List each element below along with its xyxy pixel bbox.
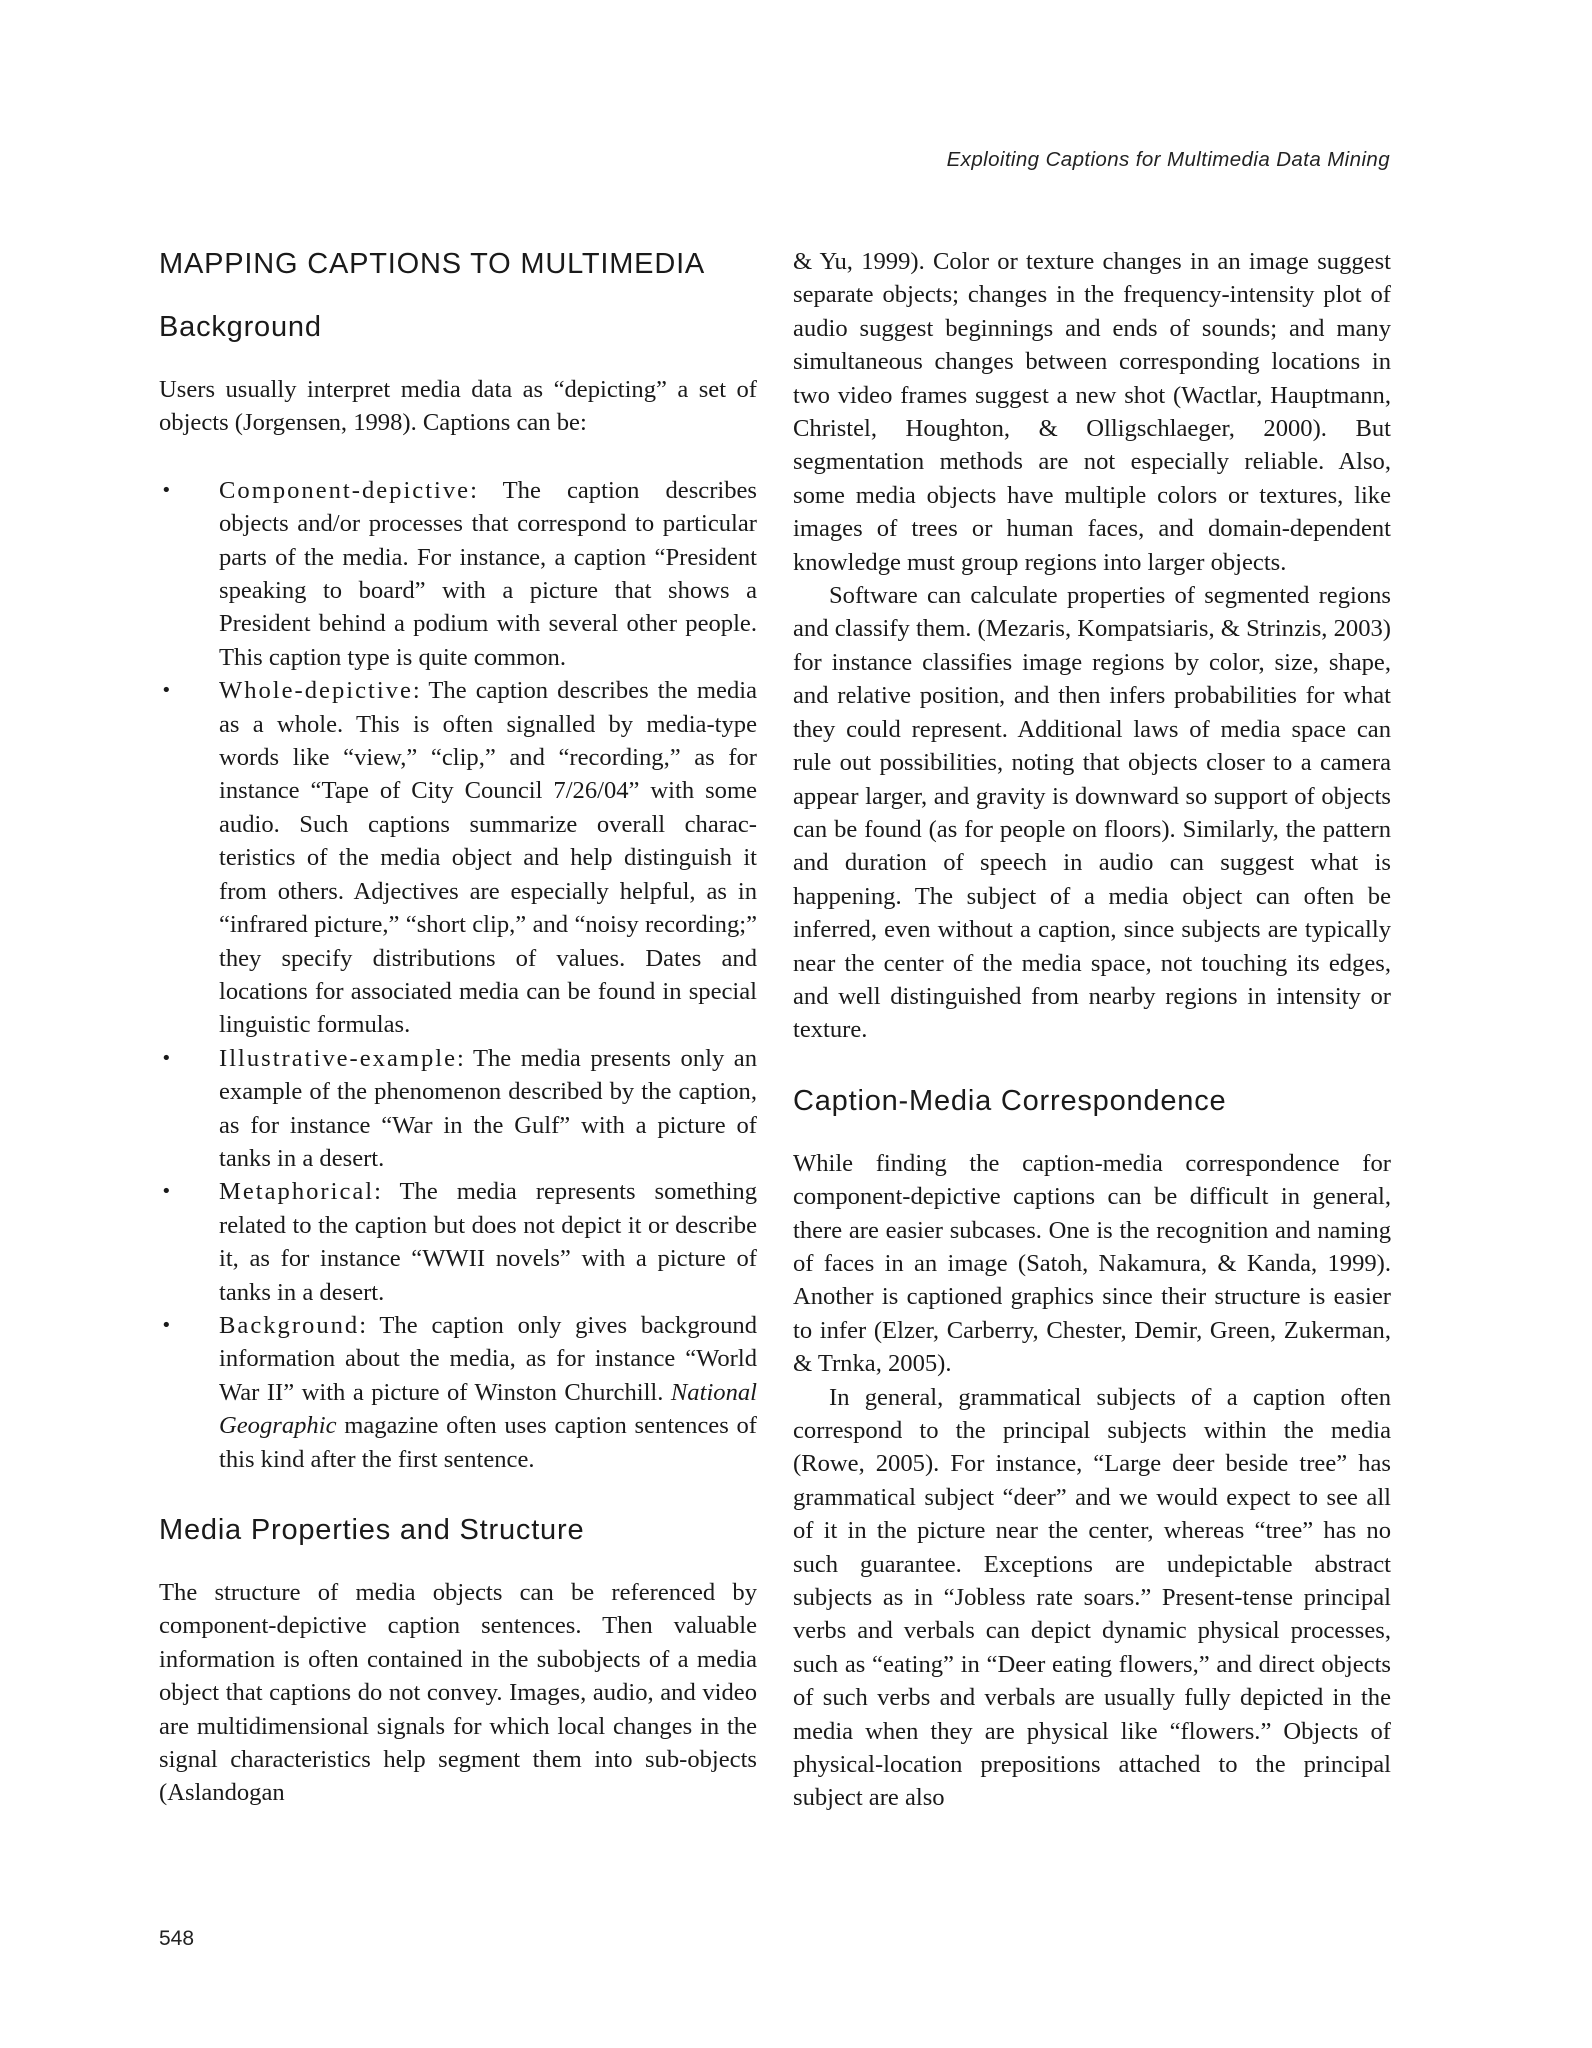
list-item-term: Illustrative-example <box>219 1044 458 1072</box>
correspondence-heading: Caption-Media Correspondence <box>793 1084 1227 1117</box>
bullet-icon: • <box>161 1047 172 1069</box>
media-paragraph: The structure of media objects can be referenced by component-depictive caption sentences. Then valuable information is often contained in the subobjects of a media object that captions do not convey. Images, audio, and video are multidimensional signals for which local changes in the signal characteristics help segment them into sub-objects (Aslandogan <box>159 1579 757 1807</box>
media-properties-heading: Media Properties and Structure <box>159 1514 585 1546</box>
list-item-term: Component-depictive <box>219 476 471 504</box>
list-item <box>159 674 757 1041</box>
caption-types-list <box>159 474 757 1476</box>
running-head: Exploiting Captions for Multimedia Data Mining <box>946 148 1390 171</box>
background-heading: Background <box>159 311 322 343</box>
list-item <box>159 474 757 674</box>
correspondence-paragraph: While finding the caption-media correspondence for component-depictive captions can be difficult in general, there are easier subcases. One is the recognition and naming of faces in an image (Satoh, Nakamura, & Kanda, 1999). Another is captioned graphics since their structure is easier to infer (Elzer, Carberry, Chester, Demir, Green, Zukerman, & Trnka, 2005). <box>793 1149 1391 1378</box>
bullet-icon: • <box>161 1181 172 1203</box>
page-number: 548 <box>159 1927 195 1950</box>
list-item-text: : The media represents something related to the caption but does not depict it or describe it, as for instance “WWII novels” with a picture of tanks in a desert. <box>219 1178 757 1306</box>
list-item-text: : The media presents only an example of the phenomenon described by the caption, as for instance “War in the Gulf” with a picture of tanks in a desert. <box>219 1044 757 1172</box>
list-item <box>159 1175 757 1309</box>
software-paragraph: Software can calculate properties of segmented regions and classify them. (Mezaris, Kompatsiaris, & Strinzis, 2003) for instance classifies image regions by color, size, shape, and relative position, and then infers probabilities for what they could represent. Additional laws of media space can rule out possibilities, noting that objects closer to a camera appear larger, and gravity is downward so support of objects can be found (as for people on floors). Similarly, the pattern and duration of speech in audio can suggest what is happening. The subject of a media object can often be inferred, even without a caption, since subjects are typically near the center of the media space, not touching its edges, and well distinguished from nearby regions in intensity or texture. <box>793 582 1391 1044</box>
bullet-icon: • <box>161 680 172 702</box>
section-title: MAPPING CAPTIONS TO MULTIMEDIA <box>159 248 706 280</box>
list-item-term: Metaphorical <box>219 1178 375 1206</box>
list-item-term: Whole-depictive <box>219 677 413 705</box>
list-item-term: Background <box>219 1311 360 1339</box>
intro-paragraph: Users usually interpret media data as “depicting” a set of objects (Jorgensen, 1998). Captions can be: <box>159 376 757 437</box>
grammar-paragraph: In general, grammatical subjects of a caption often correspond to the principal subjects within the media (Rowe, 2005). For instance, “Large deer beside tree” has grammatical subject “deer” and we would expect to see all of it in the picture near the center, whereas “tree” has no such guarantee. Exceptions are undepictable abstract subjects as in “Jobless rate soars.” Present-tense principal verbs and verbals can depict dynamic physical processes, such as “eating” in “Deer eating flowers,” and direct objects of such verbs and verbals are usually fully depicted in the media when they are physical like “flowers.” Objects of physical-location prepositions attached to the principal subject are also <box>793 1383 1391 1812</box>
list-item <box>159 1309 757 1476</box>
right-column <box>793 245 1391 1815</box>
list-item-text: : The caption describes objects and/or processes that correspond to particular parts of the media. For instance, a caption “President speaking to board” with a picture that shows a President behind a podium with several other people. This caption type is quite common. <box>219 476 757 671</box>
list-item-text: : The caption describes the media as a whole. This is often signalled by media-type words like “view,” “clip,” and “recording,” as for instance “Tape of City Council 7/26/04” with some audio. Such captions summarize overall characteristics of the media object and help distinguish it from others. Adjectives are especially helpful, as in “infrared picture,” “short clip,” and “noisy recording;” they specify distributions of values. Dates and locations for associated media can be found in special linguistic formulas. <box>219 677 757 1039</box>
list-item <box>159 1042 757 1176</box>
list-item-italic: National Geographic <box>219 1378 757 1440</box>
segmentation-paragraph: & Yu, 1999). Color or texture changes in an image suggest separate objects; changes in the frequency-intensity plot of audio suggest beginnings and ends of sounds; and many simultaneous changes between corresponding locations in two video frames suggest a new shot (Wactlar, Hauptmann, Christel, Houghton, & Olligschlaeger, 2000). But segmentation methods are not especially reliable. Also, some media objects have multiple colors or textures, like images of trees or human faces, and domain-dependent knowledge must group regions into larger objects. <box>793 248 1391 576</box>
left-column <box>159 234 757 1810</box>
list-item-text-after: magazine often uses caption sentences of this kind after the first sentence. <box>219 1412 757 1473</box>
bullet-icon: • <box>161 479 172 501</box>
list-item-text: : The caption only gives background information about the media, as for instance “World War II” with a picture of Winston Churchill. <box>219 1311 757 1406</box>
bullet-icon: • <box>161 1314 172 1336</box>
